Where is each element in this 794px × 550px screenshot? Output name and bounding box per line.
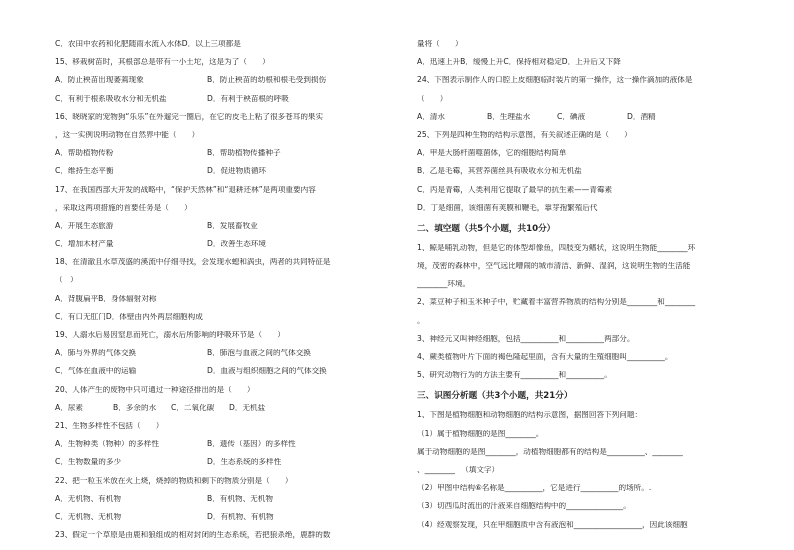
option-row (55, 458, 400, 476)
option-right: D．有机物、有机物 (207, 512, 274, 521)
question-line: 2、菜豆种子和玉米种子中，贮藏着丰富营养物质的结构分别是________和________ (417, 298, 696, 307)
option-left: A．生物种类（物种）的多样性 (55, 440, 159, 449)
option-left: A．防止秧苗出现萎蔫现象 (55, 76, 144, 85)
question-line: （4）经观察发现，只在甲细胞质中含有液泡和__________________，因此该细胞 (417, 520, 688, 529)
question-line: 17、在我国西部大开发的战略中，“保护天然林”和“退耕还林”是两项重要内容 (55, 185, 316, 194)
question-line: 3、神经元又叫神经细胞，包括__________和__________两部分。 (417, 334, 635, 343)
option-item: C．二氧化碳 (171, 403, 215, 412)
question-line: （ ） (55, 276, 78, 285)
question-line: B．乙是毛霉，其营养菌丝具有吸收水分和无机盐 (417, 167, 582, 176)
question-line: 22、把一粒玉米放在火上烧，烧掉的物质和剩下的物质分别是（ ） (55, 476, 293, 485)
question-line: 量将（ ） (417, 40, 463, 48)
option-right: B．肺泡与血液之间的气体交换 (207, 349, 311, 358)
question-line: 属于动物细胞的是图________，动植物细胞都有的结构是__________、________ (417, 447, 683, 456)
option-row (417, 113, 767, 131)
section-heading: 二、填空题（共5个小题，共10分） (417, 223, 556, 234)
option-row (55, 367, 400, 385)
right-column (417, 40, 767, 539)
option-row (55, 440, 400, 458)
option-right: D．促进物质循环 (207, 167, 267, 176)
question-line: 、________ （填文字） (417, 465, 500, 474)
question-line: 1、鲸是哺乳动物，但是它的体型却像鱼，四肢变为鳍状，这说明生物能________环 (417, 243, 696, 252)
question-line: ，这一实例说明动物在自然界中能（ ） (55, 130, 200, 139)
question-line: 4、蕨类植物叶片下面的褐色隆起里面，含有大量的生殖细胞叫__________。 (417, 353, 673, 361)
option-left: C．增加木材产量 (55, 240, 114, 249)
question-line: 20、人体产生的废物中只可通过一种途径排出的是（ ） (55, 385, 255, 394)
option-left: A．肺与外界的气体交换 (55, 349, 137, 358)
option-left: A．帮助植物传粉 (55, 149, 114, 158)
question-line: 5、研究动物行为的方法主要有__________和__________。 (417, 371, 612, 380)
option-row (55, 313, 400, 331)
question-line: （1）属于植物细胞的是图________。 (417, 429, 544, 438)
option-row (55, 95, 400, 113)
question-line: （3）切西瓜时流出的汁液来自细胞结构中的_______________。 (417, 502, 631, 511)
question-line: A．迅速上升B．缓慢上升C．保持相对稳定D．上升后又下降 (417, 58, 621, 67)
question-line: D．丁是细菌，该细菌有荚膜和鞭毛，靠芽孢繁殖后代 (417, 203, 598, 212)
option-item: A．尿素 (55, 403, 83, 412)
option-right: D．改善生态环境 (207, 240, 267, 249)
option-right: B．防止秧苗的幼根和根毛受到损伤 (207, 76, 327, 85)
option-left: C．气体在血液中的运输 (55, 367, 137, 376)
question-line: C．丙是青霉，人类利用它提取了最早的抗生素——青霉素 (417, 185, 613, 194)
question-line: 16、晓晓家的宠物狗“乐乐”在外遛完一圈后，在它的皮毛上粘了很多苍耳的果实 (55, 112, 324, 121)
option-row (55, 495, 400, 513)
question-line: 24、下图表示制作人的口腔上皮细胞临时装片的第一操作，这一操作滴加的液体是 (417, 76, 693, 85)
question-line: 1、下图是植物细胞和动物细胞的结构示意图，据图回答下列问题： (417, 411, 643, 420)
option-left: A．开展生态旅游 (55, 221, 114, 230)
question-line: 15、移栽树苗时，其根部总是带有一小土坨，这是为了（ ） (55, 58, 270, 67)
left-column (55, 40, 400, 549)
option-left: C．维持生态平衡 (55, 167, 114, 176)
question-line: 21、生物多样性不包括（ ） (55, 421, 164, 430)
option-item: A．清水 (417, 112, 445, 121)
option-item: B．多余的水 (113, 403, 157, 412)
option-right: D．生态系统的多样性 (207, 458, 282, 467)
question-line: 25、下列是四种生物的结构示意图，有关叙述正确的是（ ） (417, 130, 632, 139)
option-right: B．遗传（基因）的多样性 (207, 440, 296, 449)
question-line: 。 (417, 316, 425, 325)
option-row (55, 513, 400, 531)
option-right: D．血液与组织细胞之间的气体交换 (207, 367, 327, 376)
option-row (55, 76, 400, 94)
question-line: ________环境。 (417, 280, 471, 289)
option-right: B．帮助植物传播种子 (207, 149, 281, 158)
option-left: A．无机物、有机物 (55, 494, 121, 503)
question-line: （ ） (417, 94, 448, 103)
question-line: （2）甲图中结构⑥名称是__________，它是进行__________的场所。. (417, 484, 652, 493)
option-row (55, 167, 400, 185)
section-heading: 三、识图分析题（共3个小题，共21分） (417, 391, 573, 402)
question-line: C．农田中农药和化肥随雨水流入水体D．以上三项都是 (55, 40, 241, 48)
question-line: A．甲是大肠杆菌噬菌体，它的细胞结构简单 (417, 149, 567, 158)
option-left: C．有利于根系吸收水分和无机盐 (55, 94, 167, 103)
option-right: B．发展畜牧业 (207, 221, 258, 230)
question-line: 18、在清澈且水草茂盛的溪流中仔细寻找，会发现水螅和涡虫，两者的共同特征是 (55, 258, 331, 267)
option-item: D．酒精 (627, 112, 656, 121)
option-item: D．无机盐 (229, 403, 266, 412)
option-row (55, 240, 400, 258)
option-row (55, 404, 400, 422)
question-line: ，采取这两项措施的首要任务是（ ） (55, 203, 192, 212)
option-row (55, 149, 400, 167)
option-left: C．有口无肛门D．体壁由内外两层细胞构成 (55, 312, 203, 321)
option-left: A．背腹扁平B．身体辐射对称 (55, 294, 157, 303)
option-item: B．生理盐水 (487, 112, 531, 121)
option-row (55, 349, 400, 367)
option-row (55, 222, 400, 240)
option-left: C．无机物、无机物 (55, 512, 122, 521)
option-item: C．碘液 (557, 112, 586, 121)
question-line: 23、假定一个草原是由鹿和狼组成的相对封闭的生态系统，若把狼杀绝，鹿群的数 (55, 531, 331, 540)
option-right: D．有利于秧苗根的呼吸 (207, 94, 289, 103)
option-row (55, 295, 400, 313)
question-line: 境，茂密的森林中，空气远比嘈闹的城市清洁、新鲜、湿润，这说明生物的生活能 (417, 262, 691, 271)
option-right: B．有机物、无机物 (207, 494, 273, 503)
question-line: 19、人溺水后易因窒息而死亡，溺水后所影响的呼吸环节是（ ） (55, 331, 285, 339)
option-left: C．生物数量的多少 (55, 458, 122, 467)
